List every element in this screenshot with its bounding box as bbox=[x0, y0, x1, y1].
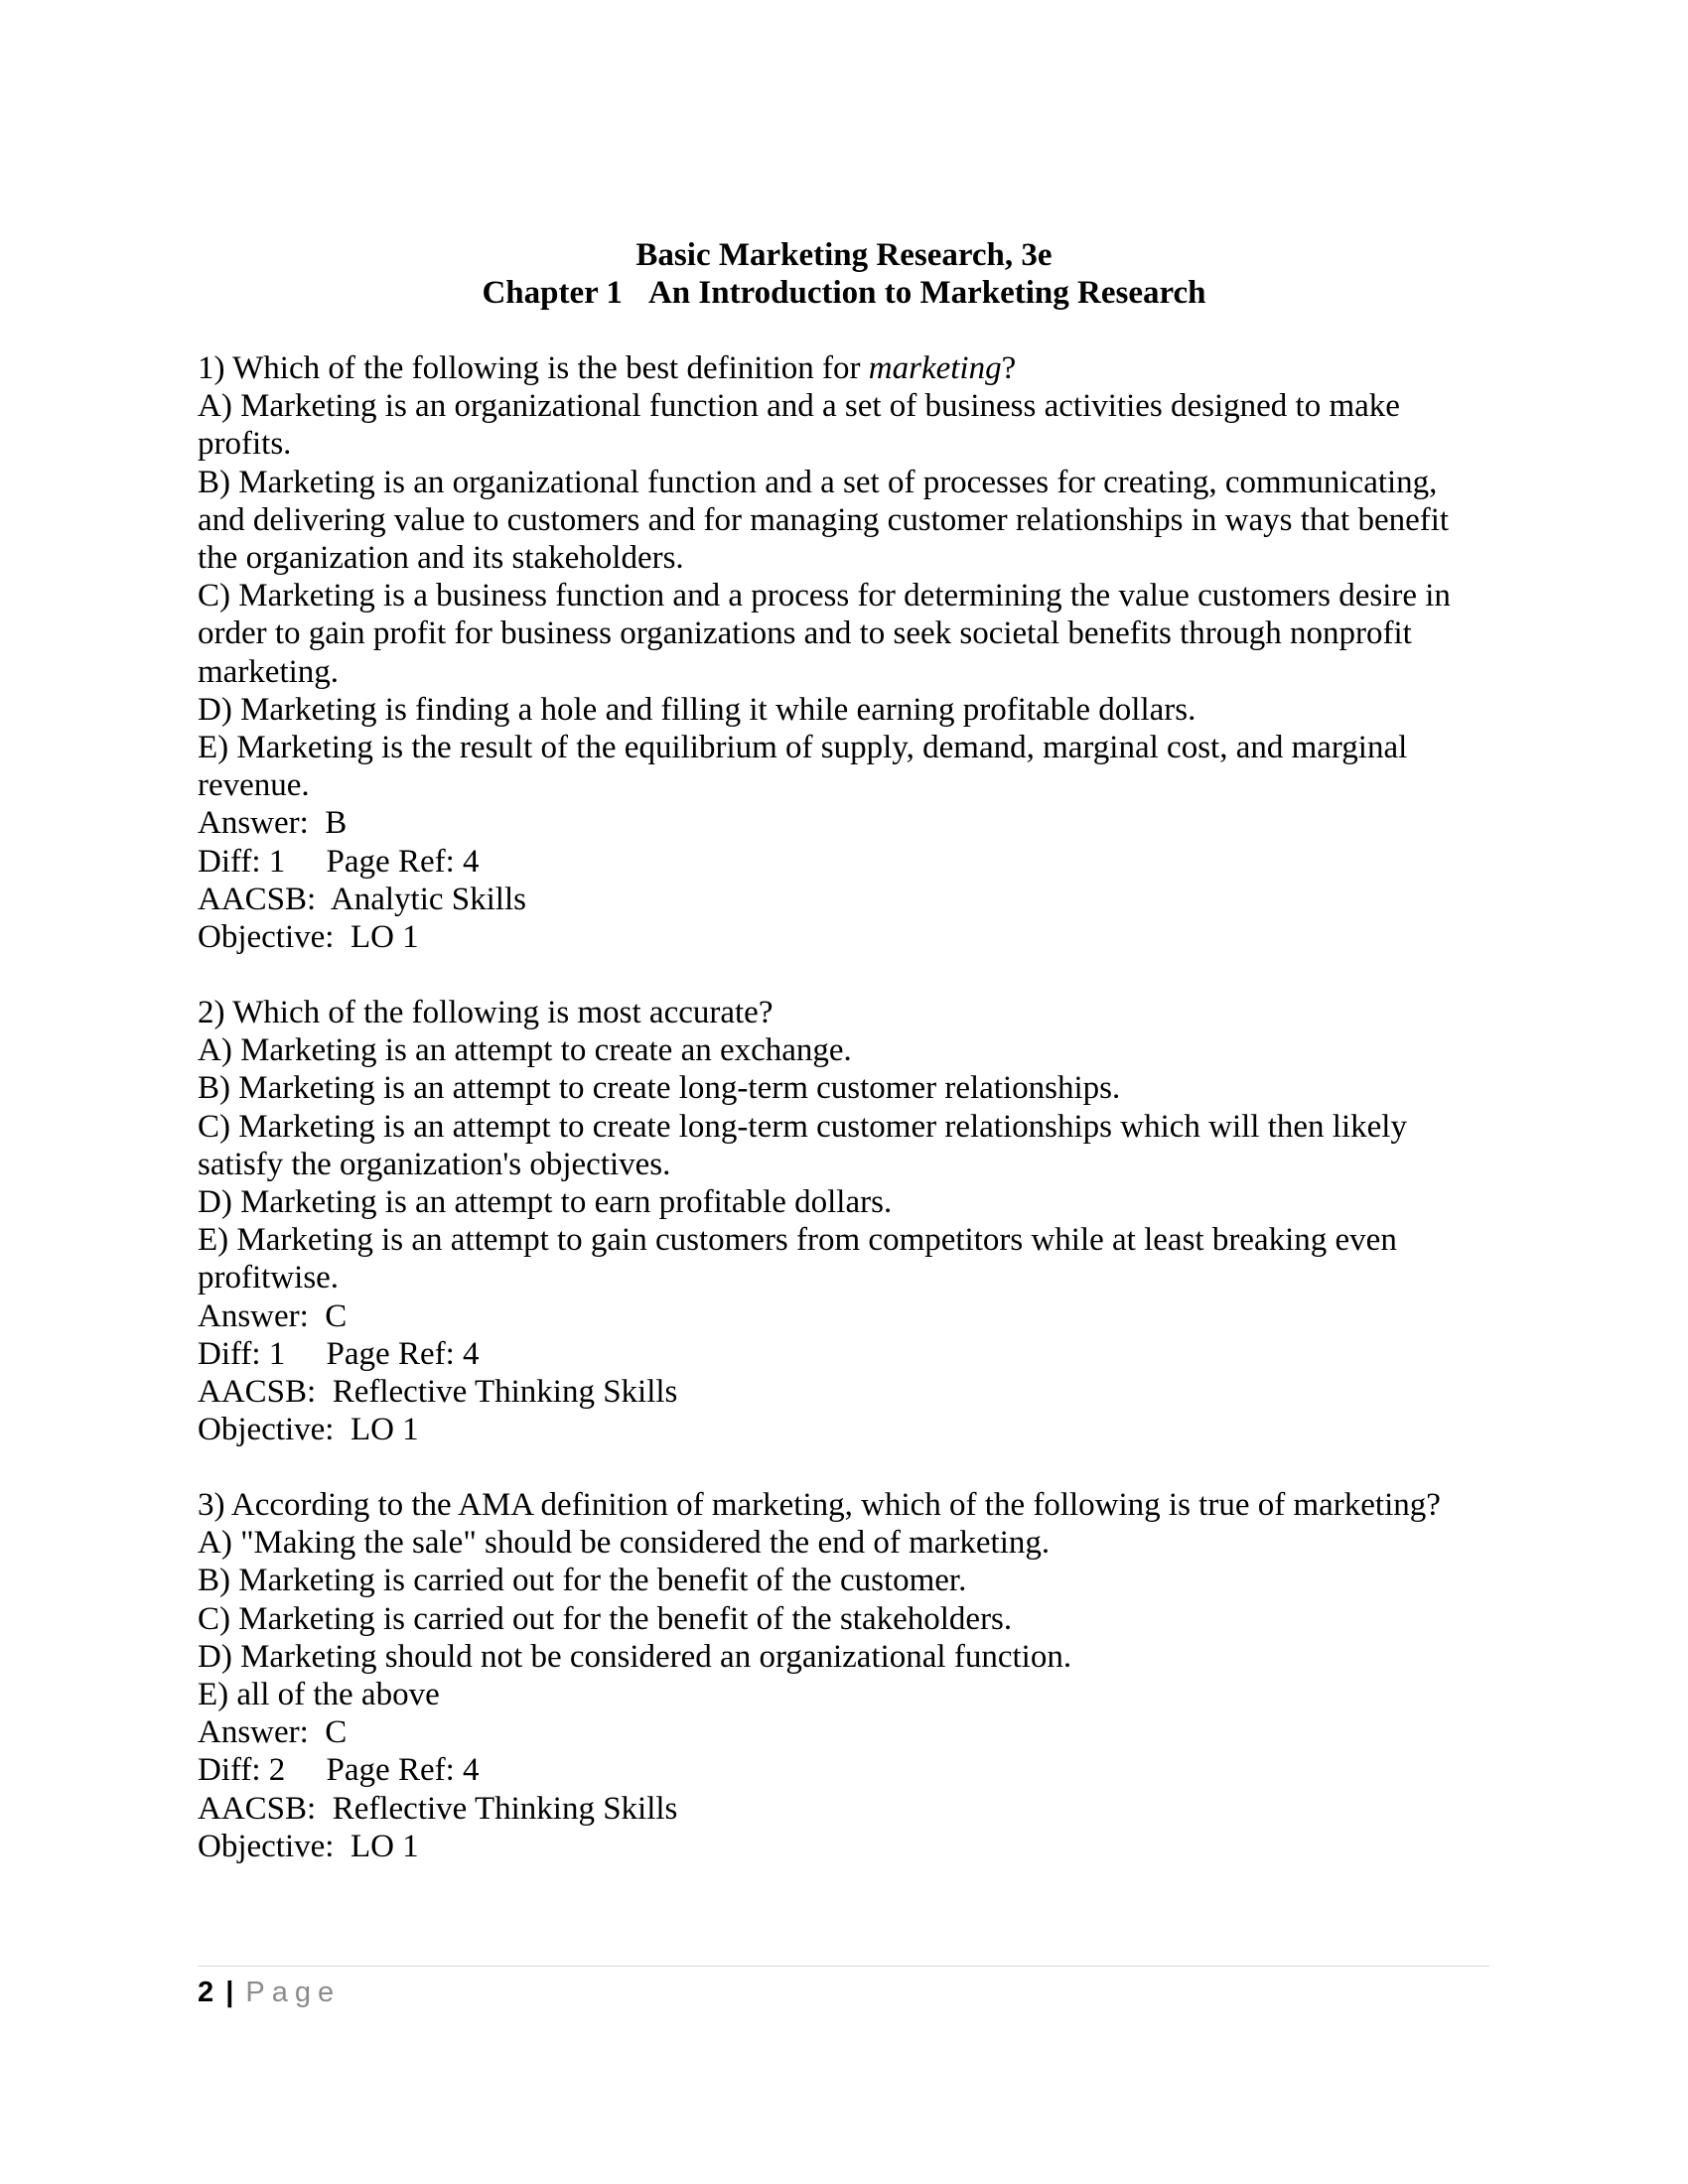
aacsb: AACSB: Reflective Thinking Skills bbox=[198, 1374, 678, 1411]
aacsb: AACSB: Analytic Skills bbox=[198, 881, 526, 917]
footer-separator: | bbox=[225, 1977, 234, 2008]
question-stem: 2) Which of the following is most accurate? bbox=[198, 995, 774, 1030]
option-e: E) all of the above bbox=[198, 1677, 440, 1713]
question-1 bbox=[198, 349, 1488, 956]
difficulty-page-ref: Diff: 1 Page Ref: 4 bbox=[198, 843, 480, 880]
aacsb: AACSB: Reflective Thinking Skills bbox=[198, 1790, 678, 1827]
question-3 bbox=[198, 1486, 1488, 1865]
objective: Objective: LO 1 bbox=[198, 1828, 419, 1864]
option-a: A) Marketing is an attempt to create an exchange. bbox=[198, 1032, 852, 1069]
option-c: C) Marketing is carried out for the benefit of the stakeholders. bbox=[198, 1600, 1013, 1637]
option-a: A) "Making the sale" should be considered the end of marketing. bbox=[198, 1525, 1051, 1562]
chapter-heading bbox=[0, 274, 1688, 312]
option-b: B) Marketing is an organizational function and a set of processes for creating, communicating, and delivering value to customers and for managing customer relationships in ways that benefit the organization and its stakeholders. bbox=[198, 464, 1450, 577]
option-c: C) Marketing is an attempt to create long-term customer relationships which will then likely satisfy the organization's objectives. bbox=[198, 1108, 1407, 1182]
objective: Objective: LO 1 bbox=[198, 919, 419, 956]
answer: Answer: C bbox=[198, 1714, 348, 1751]
option-e: E) Marketing is an attempt to gain customers from competitors while at least breaking even profitwise. bbox=[198, 1222, 1397, 1297]
page-number: 2 bbox=[198, 1977, 214, 2008]
option-c: C) Marketing is a business function and a process for determining the value customers desire in order to gain profit for business organizations and to seek societal benefits through nonprofit marketing. bbox=[198, 578, 1451, 690]
chapter-title: An Introduction to Marketing Research bbox=[647, 275, 1206, 311]
option-b: B) Marketing is an attempt to create long-term customer relationships. bbox=[198, 1070, 1121, 1107]
answer: Answer: C bbox=[198, 1297, 348, 1334]
difficulty-page-ref: Diff: 1 Page Ref: 4 bbox=[198, 1335, 480, 1372]
option-d: D) Marketing is an attempt to earn profitable dollars. bbox=[198, 1184, 893, 1221]
question-stem: 1) Which of the following is the best definition for marketing? bbox=[198, 350, 1017, 386]
option-e: E) Marketing is the result of the equilibrium of supply, demand, marginal cost, and marginal revenue. bbox=[198, 730, 1408, 804]
option-d: D) Marketing should not be considered an organizational function. bbox=[198, 1638, 1072, 1675]
chapter-label: Chapter 1 bbox=[482, 275, 623, 311]
option-b: B) Marketing is carried out for the benefit of the customer. bbox=[198, 1563, 967, 1599]
option-d: D) Marketing is finding a hole and filling it while earning profitable dollars. bbox=[198, 691, 1196, 728]
option-a: A) Marketing is an organizational function and a set of business activities designed to make profits. bbox=[198, 388, 1400, 463]
objective: Objective: LO 1 bbox=[198, 1412, 419, 1448]
document-title: Basic Marketing Research, 3e bbox=[635, 237, 1053, 273]
difficulty-page-ref: Diff: 2 Page Ref: 4 bbox=[198, 1752, 480, 1789]
answer: Answer: B bbox=[198, 805, 348, 842]
question-2 bbox=[198, 994, 1488, 1448]
footer-divider bbox=[198, 1966, 1489, 1967]
page-footer bbox=[198, 1976, 341, 2009]
page-label: Page bbox=[245, 1977, 342, 2008]
question-stem: 3) According to the AMA definition of marketing, which of the following is true of marketing? bbox=[198, 1487, 1441, 1523]
